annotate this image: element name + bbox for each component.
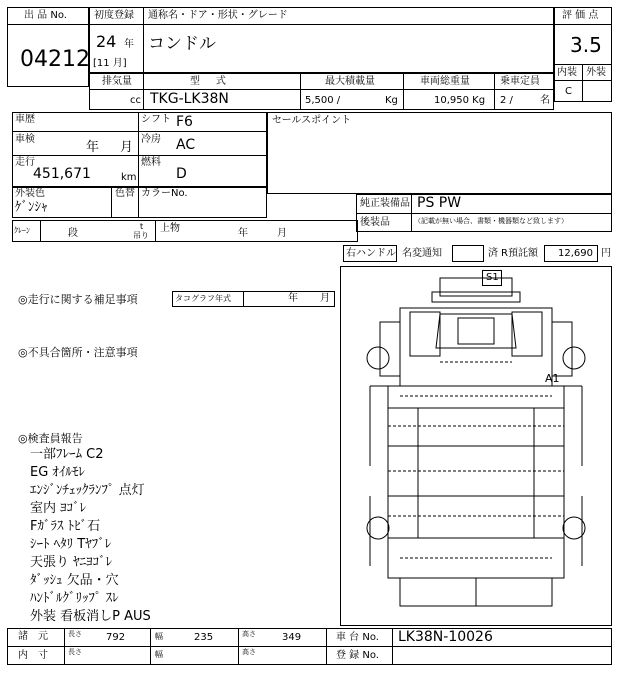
report-line: 天張り ﾔﾆﾖｺﾞﾚ [30, 555, 113, 570]
gross-weight: 10,950 Kg [434, 95, 486, 106]
dimensions-label: 諸 元 [18, 631, 48, 642]
chassis-number-label: 車 台 No. [336, 632, 379, 643]
lot-number-label: 出 品 No. [24, 10, 67, 21]
crane-ton: t [140, 222, 144, 231]
truck-outline-icon [340, 266, 612, 626]
history-label: 車歴 [15, 114, 35, 125]
car-name-label: 通称名・ドア・形状・グレード [148, 10, 288, 21]
inner-length-label: 長さ [68, 648, 82, 656]
report-line: ｴﾝｼﾞﾝﾁｪｯｸﾗﾝﾌﾟ 点灯 [30, 483, 145, 498]
crane-hang: 吊り [133, 231, 149, 240]
shift-label: シフト [141, 114, 171, 125]
defects-label: ◎不具合箇所・注意事項 [18, 346, 138, 359]
recycle-fee: 12,690 [558, 248, 593, 259]
chassis-number: LK38N-10026 [398, 629, 493, 645]
damage-mark-s1: S1 [486, 272, 499, 283]
car-name: コンドル [148, 34, 216, 54]
mileage-value: 451,671 [33, 166, 91, 182]
lot-number: 04212 [20, 47, 90, 72]
crane-label: ｸﾚｰﾝ [14, 226, 30, 235]
color-number-label: カラーNo. [141, 188, 188, 199]
inner-dimensions-label: 内 寸 [18, 650, 48, 661]
displacement-label: 排気量 [102, 76, 132, 87]
width-value: 235 [194, 632, 214, 643]
equipment-value: PS PW [417, 195, 462, 211]
report-line: ｼｰﾄ ﾍﾀﾘ Tﾔﾌﾞﾚ [30, 537, 112, 552]
capacity-label: 乗車定員 [500, 76, 540, 87]
length-value: 792 [106, 632, 126, 643]
exterior-color: ｹﾞﾝｼｬ [15, 200, 48, 215]
yen-unit: 円 [601, 248, 611, 259]
sales-point-label: セールスポイント [272, 115, 352, 126]
kg-unit: Kg [385, 95, 398, 106]
color-box [12, 187, 267, 218]
top-body-month-unit: 月 [277, 228, 287, 239]
mileage-label: 走行 [15, 157, 35, 168]
person-unit: 名 [540, 95, 550, 106]
inspection-label: 車検 [15, 134, 35, 145]
height-value: 349 [282, 632, 302, 643]
max-load-label: 最大積載量 [325, 76, 375, 87]
gross-weight-label: 車両総重量 [420, 76, 470, 87]
aftermarket-label: 後装品 [360, 217, 390, 228]
capacity: 2 / [500, 95, 513, 106]
score-value: 3.5 [570, 33, 602, 57]
exterior-label: 外装 [586, 67, 606, 78]
cc-unit: cc [130, 95, 141, 106]
tachograph-year-unit: 年 [288, 293, 298, 304]
aftermarket-note: （記載が無い場合、書類・機器類など致します） [414, 217, 568, 225]
registration-year-unit: 年 [124, 39, 134, 50]
inspection-month-unit: 月 [120, 140, 134, 155]
recycle-fee-label: R預託額 [501, 248, 538, 259]
registration-month: [11 月] [93, 58, 127, 69]
fuel-value: D [176, 166, 187, 182]
registration-number-label: 登 録 No. [336, 650, 379, 661]
fuel-label: 燃料 [141, 157, 161, 168]
inspector-report-label: ◎検査員報告 [18, 432, 83, 445]
tachograph-month-unit: 月 [320, 293, 330, 304]
name-change-box [452, 245, 484, 262]
interior-label: 内装 [557, 67, 577, 78]
length-label: 長さ [68, 630, 82, 638]
model-label: 型 式 [190, 76, 226, 87]
equipment-label: 純正装備品 [360, 198, 410, 209]
height-label: 高さ [242, 630, 256, 638]
driving-notes-label: ◎走行に関する補足事項 [18, 293, 138, 306]
width-label: 幅 [155, 632, 163, 641]
report-line: 室内 ﾖｺﾞﾚ [30, 501, 87, 516]
report-line: EG ｵｲﾙﾓﾚ [30, 465, 85, 480]
km-unit: km [121, 172, 137, 183]
shift-value: F6 [176, 114, 193, 130]
report-line: 外装 看板消しP AUS [30, 609, 151, 624]
inspection-year-unit: 年 [86, 140, 100, 155]
report-line: ﾊﾝﾄﾞﾙｸﾞﾘｯﾌﾟ ｽﾚ [30, 591, 119, 606]
inner-width-label: 幅 [155, 650, 163, 659]
interior-grade: C [565, 86, 572, 97]
tachograph-label: タコグラフ年式 [175, 294, 231, 303]
ac-value: AC [176, 137, 196, 153]
steering-side: 右ハンドル [346, 248, 396, 259]
report-line: ﾀﾞｯｼｭ 欠品・穴 [30, 573, 119, 588]
crane-stage: 段 [68, 228, 78, 239]
truck-diagram [340, 266, 612, 626]
crane-row [12, 220, 358, 242]
score-label: 評 価 点 [562, 10, 599, 21]
ac-label: 冷房 [141, 134, 161, 145]
name-change-label: 名変通知 [402, 248, 442, 259]
color-change-label: 色替 [115, 188, 135, 199]
top-body-year-unit: 年 [238, 228, 248, 239]
exterior-color-label: 外装色 [15, 188, 45, 199]
top-body-label: 上物 [160, 223, 180, 234]
damage-mark-a1: A1 [545, 372, 560, 385]
registration-year: 24 [96, 32, 117, 51]
first-registration-label: 初度登録 [94, 10, 134, 21]
name-change-done: 済 [488, 248, 498, 259]
model-code: TKG-LK38N [150, 91, 229, 107]
report-line: Fｶﾞﾗｽ ﾄﾋﾞ石 [30, 519, 101, 534]
report-line: 一部ﾌﾚｰﾑ C2 [30, 447, 104, 462]
max-load: 5,500 / [305, 95, 341, 106]
inner-height-label: 高さ [242, 648, 256, 656]
